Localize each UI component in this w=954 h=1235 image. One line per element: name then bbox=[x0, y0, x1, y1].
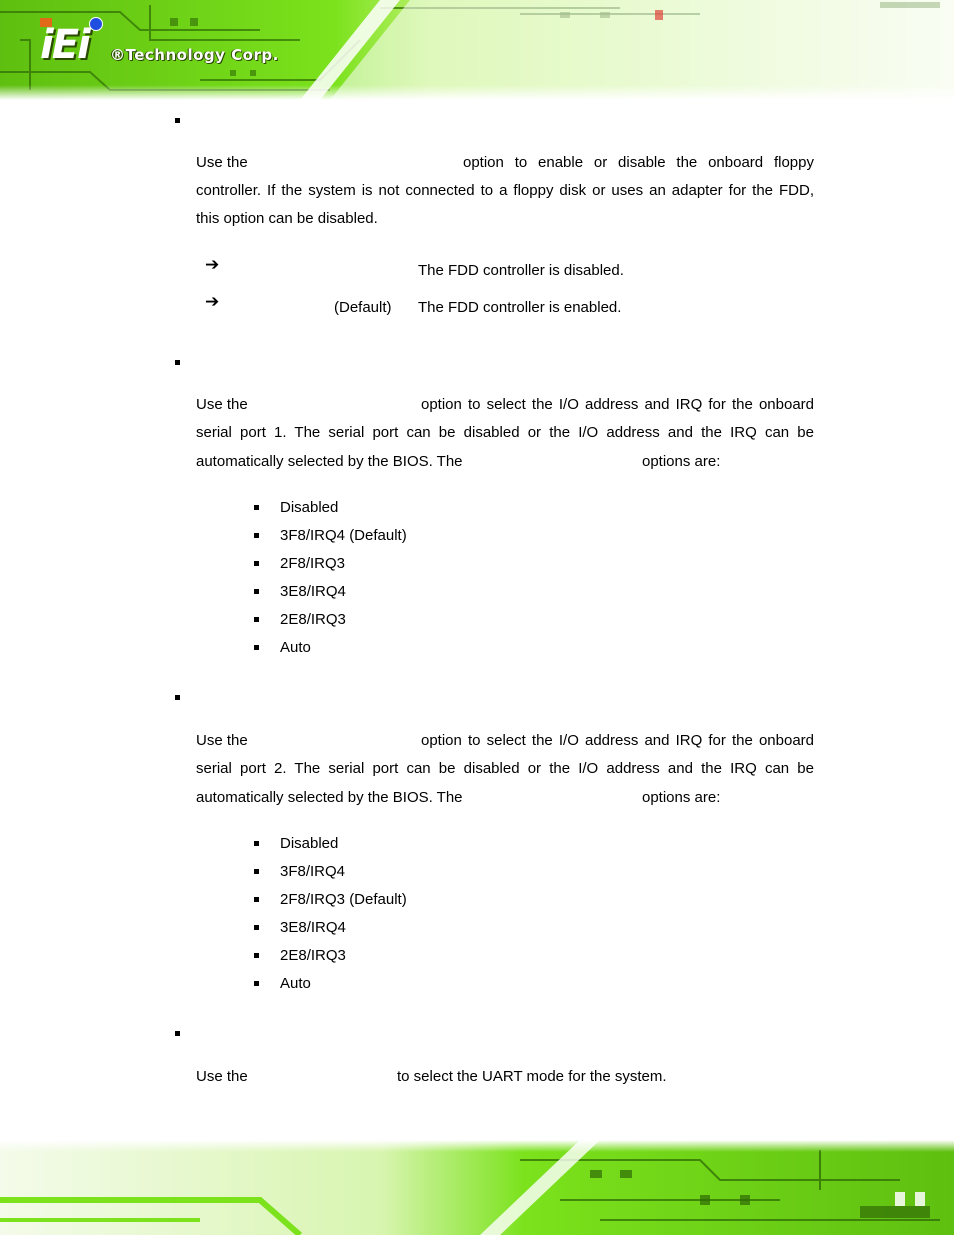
company-logo-text: ®Technology Corp. bbox=[110, 46, 279, 64]
fdd-para-line2: controller. If the system is not connected to a floppy disk or uses an adapter for the FDD, bbox=[196, 182, 814, 199]
serial1-line2: serial port 1. The serial port can be disabled or the I/O address and the IRQ can be bbox=[196, 424, 814, 441]
list-bullet bbox=[254, 505, 259, 510]
logo-blue-dot bbox=[89, 17, 103, 31]
uart-line1-cont: to select the UART mode for the system. bbox=[397, 1068, 667, 1085]
serial2-line2: serial port 2. The serial port can be disabled or the I/O address and the IRQ can be bbox=[196, 760, 814, 777]
circuit-board-footer-image bbox=[0, 1140, 954, 1235]
section-bullet bbox=[175, 360, 180, 365]
serial2-line1-cont: option to select the I/O address and IRQ for the onboard bbox=[421, 732, 814, 749]
list-item: Auto bbox=[280, 639, 311, 656]
fdd-option-description: The FDD controller is disabled. bbox=[418, 262, 624, 279]
list-bullet bbox=[254, 925, 259, 930]
list-item: 2F8/IRQ3 bbox=[280, 555, 346, 572]
list-item: Disabled bbox=[280, 835, 339, 852]
list-bullet bbox=[254, 841, 259, 846]
fdd-para-line3: this option can be disabled. bbox=[196, 210, 378, 227]
list-item: 2E8/IRQ3 bbox=[280, 947, 346, 964]
list-item: Auto bbox=[280, 975, 311, 992]
section-bullet bbox=[175, 1031, 180, 1036]
list-bullet bbox=[254, 589, 259, 594]
serial1-line3-start: automatically selected by the BIOS. The bbox=[196, 453, 463, 470]
list-item: 2E8/IRQ3 bbox=[280, 611, 346, 628]
list-bullet bbox=[254, 533, 259, 538]
section-bullet bbox=[175, 118, 180, 123]
fdd-para-start: Use the bbox=[196, 154, 248, 171]
serial1-line1-start: Use the bbox=[196, 396, 248, 413]
arrow-right-icon: ➔ bbox=[205, 292, 220, 311]
fdd-para-cont: option to enable or disable the onboard floppy bbox=[463, 154, 814, 171]
serial2-line3-start: automatically selected by the BIOS. The bbox=[196, 789, 463, 806]
list-bullet bbox=[254, 953, 259, 958]
serial2-line1-start: Use the bbox=[196, 732, 248, 749]
serial1-line3-cont: options are: bbox=[642, 453, 721, 470]
list-item: Disabled bbox=[280, 499, 339, 516]
list-item: 3E8/IRQ4 bbox=[280, 583, 346, 600]
arrow-right-icon: ➔ bbox=[205, 255, 220, 274]
uart-line1-start: Use the bbox=[196, 1068, 248, 1085]
list-item: 2F8/IRQ3 (Default) bbox=[280, 891, 407, 908]
company-logo-mark: iEi bbox=[40, 22, 89, 68]
list-item: 3F8/IRQ4 (Default) bbox=[280, 527, 407, 544]
fdd-option-default: (Default) bbox=[334, 299, 392, 316]
list-bullet bbox=[254, 869, 259, 874]
section-bullet bbox=[175, 695, 180, 700]
serial1-line1-cont: option to select the I/O address and IRQ for the onboard bbox=[421, 396, 814, 413]
list-bullet bbox=[254, 897, 259, 902]
list-item: 3F8/IRQ4 bbox=[280, 863, 346, 880]
fdd-option-description: The FDD controller is enabled. bbox=[418, 299, 622, 316]
list-bullet bbox=[254, 561, 259, 566]
list-bullet bbox=[254, 645, 259, 650]
list-bullet bbox=[254, 981, 259, 986]
list-bullet bbox=[254, 617, 259, 622]
list-item: 3E8/IRQ4 bbox=[280, 919, 346, 936]
serial2-line3-cont: options are: bbox=[642, 789, 721, 806]
